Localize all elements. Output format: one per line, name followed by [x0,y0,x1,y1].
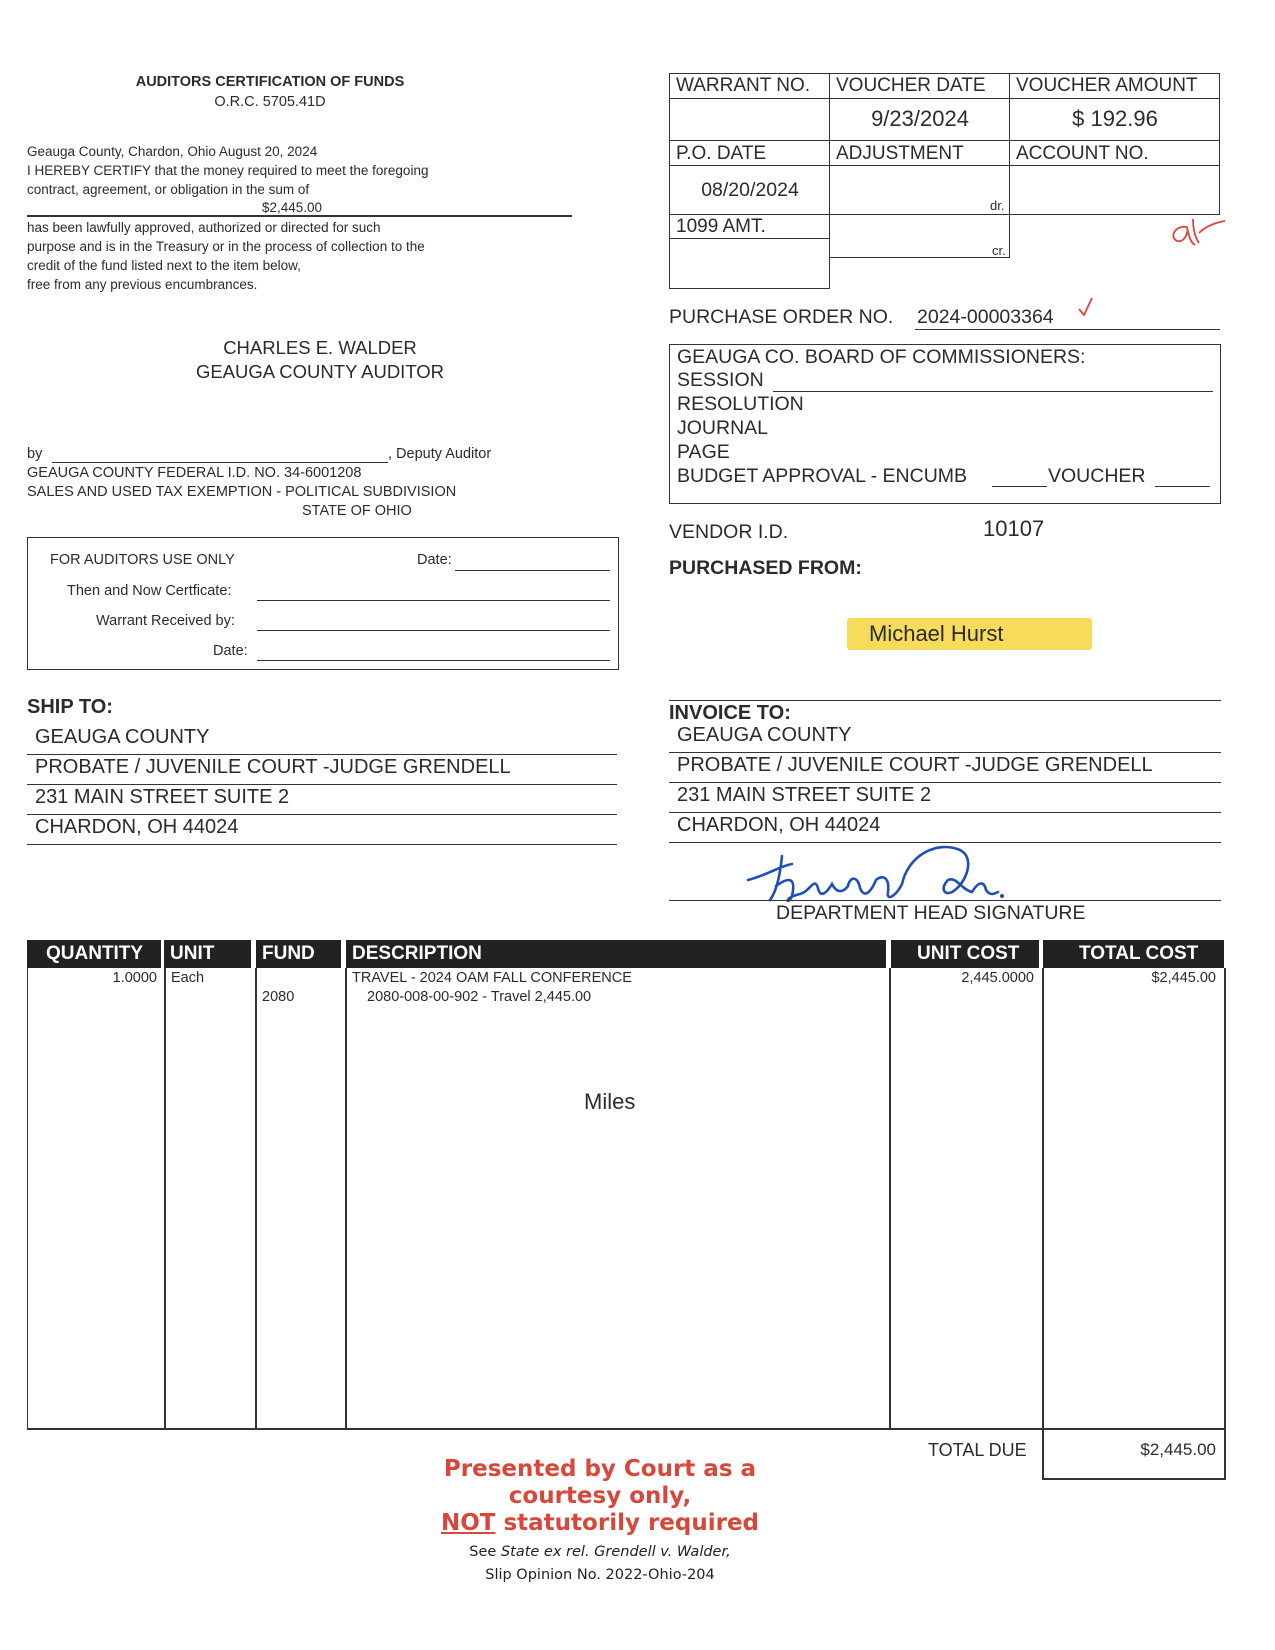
stamp-citation [420,1541,780,1587]
amt-1099-label: 1099 AMT. [676,216,766,237]
ship-to-rule-2 [27,784,617,785]
total-due-bottom-border [1042,1478,1225,1480]
po-number-label: PURCHASE ORDER NO. [669,306,894,328]
ship-to-line-1: GEAUGA COUNTY [35,726,210,748]
row-unit: Each [171,970,205,986]
auditors-use-date-line [455,570,610,571]
stamp-case: State ex rel. Grendell v. Walder, [500,1544,731,1560]
adjustment-label: ADJUSTMENT [836,143,964,164]
stamp-see: See [469,1544,501,1560]
session-line [773,391,1213,392]
ship-to-label: SHIP TO: [27,696,113,718]
certification-amount: $2,445.00 [262,200,323,215]
adjustment-cr: cr. [992,243,1006,258]
journal-label: JOURNAL [677,417,769,439]
purchased-from-label: PURCHASED FROM: [669,557,862,579]
account-no-label: ACCOUNT NO. [1016,143,1149,164]
certification-line-2: contract, agreement, or obligation in the sum of [27,182,310,197]
row-description: TRAVEL - 2024 OAM FALL CONFERENCE [352,970,632,986]
col-header-total-cost: TOTAL COST [1043,940,1224,968]
vendor-id-value: 10107 [983,516,1045,541]
state-of-ohio: STATE OF OHIO [302,503,412,519]
col-header-description: DESCRIPTION [346,940,886,968]
auditors-use-heading: FOR AUDITORS USE ONLY [50,552,235,568]
voucher-amount-value: $ 192.96 [1072,106,1158,131]
certification-line-3: has been lawfully approved, authorized or directed for such [27,220,381,235]
row-fund: 2080 [262,989,295,1005]
stamp-line-3-rest: statutorily required [495,1510,760,1536]
table-bottom-border [27,1428,1225,1430]
invoice-to-rule-2 [669,782,1221,783]
auditor-title: GEAUGA COUNTY AUDITOR [195,361,445,382]
deputy-auditor-label: , Deputy Auditor [388,446,492,462]
voucher-date-label: VOUCHER DATE [836,75,986,96]
row-quantity: 1.0000 [112,970,157,986]
vendor-id-label: VENDOR I.D. [669,521,789,543]
col-header-fund: FUND [256,940,341,968]
deputy-signature-line [52,462,388,463]
certification-amount-rule [27,215,572,217]
stamp-line-3 [420,1510,780,1537]
table-divider-unit-cost [889,968,891,1428]
ship-to-line-4: CHARDON, OH 44024 [35,816,239,838]
table-right-border [1224,968,1226,1480]
department-head-signature-label: DEPARTMENT HEAD SIGNATURE [776,902,1086,924]
certification-title: AUDITORS CERTIFICATION OF FUNDS [135,74,405,90]
row-total-cost: $2,445.00 [1151,970,1216,986]
voucher-date-value: 9/23/2024 [871,106,969,131]
auditor-name: CHARLES E. WALDER [223,337,417,358]
warrant-no-label: WARRANT NO. [676,75,811,96]
auditors-use-date2-line [257,660,610,661]
table-divider-description [345,968,347,1428]
stamp-line-1: Presented by Court as a [443,1456,757,1482]
invoice-to-line-2: PROBATE / JUVENILE COURT -JUDGE GRENDELL [677,754,1153,776]
table-divider-unit [164,968,166,1428]
stamp-slip: Slip Opinion No. 2022-Ohio-204 [485,1567,715,1583]
row-account-line: 2080-008-00-902 - Travel 2,445.00 [367,989,592,1005]
vendor-name: Michael Hurst [869,621,1004,646]
warrant-received-label: Warrant Received by: [96,613,235,629]
po-number-value: 2024-00003364 [917,306,1054,328]
certification-code: O.R.C. 5705.41D [214,94,326,110]
invoice-to-rule-1 [669,752,1221,753]
total-due-label: TOTAL DUE [928,1440,1027,1460]
table-left-border [27,968,28,1428]
budget-approval-label: BUDGET APPROVAL - ENCUMB [677,465,968,487]
encumb-line [992,486,1047,487]
voucher-approval-line [1155,486,1210,487]
table-divider-fund [255,968,257,1428]
po-number-rule [915,329,1220,330]
col-header-unit: UNIT [164,940,251,968]
warrant-received-line [257,630,610,631]
ship-to-rule-3 [27,814,617,815]
then-now-line [257,600,610,601]
then-now-label: Then and Now Certficate: [67,583,232,599]
certification-line-4: purpose and is in the Treasury or in the process of collection to the [27,239,425,254]
invoice-to-line-1: GEAUGA COUNTY [677,724,852,746]
row-unit-cost: 2,445.0000 [961,970,1034,986]
adjustment-dr: dr. [990,198,1005,213]
invoice-to-label: INVOICE TO: [669,702,791,724]
stamp-line-2: courtesy only, [508,1483,692,1509]
ship-to-line-2: PROBATE / JUVENILE COURT -JUDGE GRENDELL [35,756,511,778]
voucher-amount-label: VOUCHER AMOUNT [1016,75,1198,96]
session-label: SESSION [677,369,764,391]
po-date-value: 08/20/2024 [701,179,799,201]
certification-line-1: I HEREBY CERTIFY that the money required to meet the foregoing [27,163,429,178]
col-header-quantity: QUANTITY [27,940,161,968]
commissioners-heading: GEAUGA CO. BOARD OF COMMISSIONERS: [677,346,1086,368]
voucher-approval-label: VOUCHER [1048,465,1146,487]
invoice-to-top-rule [669,700,1221,701]
certification-place-date: Geauga County, Chardon, Ohio August 20, 2024 [27,144,318,159]
certification-line-6: free from any previous encumbrances. [27,277,258,292]
ship-to-line-3: 231 MAIN STREET SUITE 2 [35,786,290,808]
courtesy-stamp [420,1456,780,1537]
auditors-use-date2-label: Date: [213,643,248,659]
table-divider-total-cost [1042,968,1044,1480]
invoice-to-line-3: 231 MAIN STREET SUITE 2 [677,784,932,806]
handwritten-note-miles: Miles [584,1089,636,1114]
invoice-to-line-4: CHARDON, OH 44024 [677,814,881,836]
invoice-to-rule-3 [669,812,1221,813]
resolution-label: RESOLUTION [677,393,804,415]
by-label: by [27,446,43,462]
stamp-not: NOT [440,1510,496,1536]
page-label: PAGE [677,441,730,463]
total-due-value: $2,445.00 [1140,1440,1216,1459]
tax-exemption: SALES AND USED TAX EXEMPTION - POLITICAL SUBDIVISION [27,484,457,500]
po-checkmark [1076,296,1096,318]
ship-to-rule-1 [27,754,617,755]
col-header-unit-cost: UNIT COST [891,940,1039,968]
signature-line [669,900,1221,901]
approval-initials [1165,215,1235,255]
certification-line-5: credit of the fund listed next to the item below, [27,258,301,273]
ship-to-rule-4 [27,844,617,845]
auditors-use-date-label: Date: [417,552,452,568]
federal-id: GEAUGA COUNTY FEDERAL I.D. NO. 34-6001208 [27,465,362,481]
po-date-label: P.O. DATE [676,143,767,164]
